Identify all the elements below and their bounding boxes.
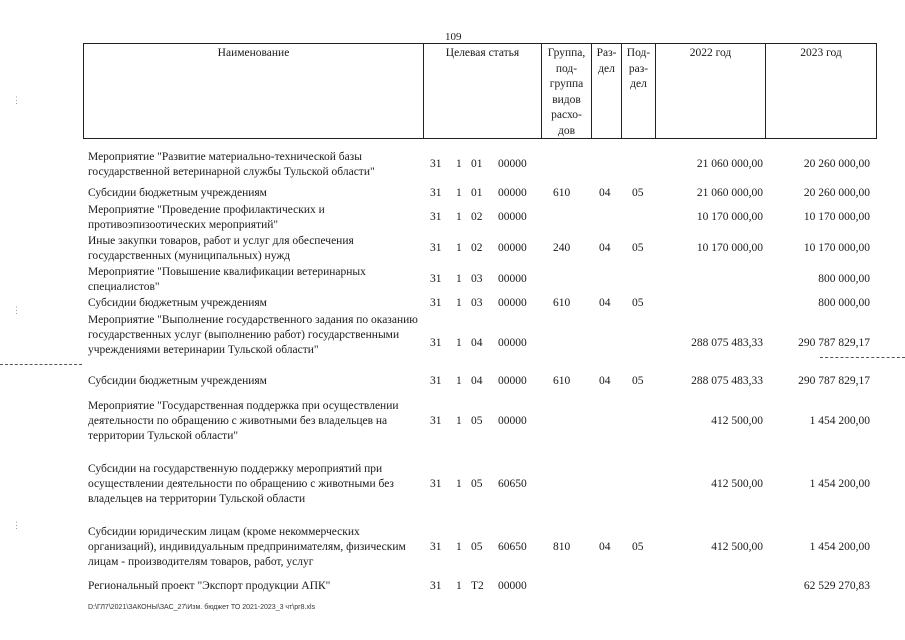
cell-grp: 610 xyxy=(553,187,571,199)
cell-c: 04 xyxy=(471,337,483,349)
cell-a: 31 xyxy=(430,337,442,349)
cell-grp: 610 xyxy=(553,297,571,309)
cell-b: 1 xyxy=(456,375,462,387)
cell-v2023: 1 454 200,00 xyxy=(809,415,870,427)
cell-v2022: 288 075 483,33 xyxy=(691,375,763,387)
header-name: Наименование xyxy=(84,44,424,138)
cell-v2022: 412 500,00 xyxy=(711,478,763,490)
cell-b: 1 xyxy=(456,541,462,553)
header-target: Целевая статья xyxy=(424,44,542,138)
cell-d: 60650 xyxy=(498,541,527,553)
table-row xyxy=(88,399,878,444)
cell-d: 00000 xyxy=(498,297,527,309)
cell-v2023: 290 787 829,17 xyxy=(798,337,870,349)
cell-v2022: 10 170 000,00 xyxy=(696,211,763,223)
header-2023: 2023 год xyxy=(800,47,842,59)
cell-b: 1 xyxy=(456,478,462,490)
cell-a: 31 xyxy=(430,375,442,387)
cell-c: 05 xyxy=(471,541,483,553)
margin-dash-right xyxy=(820,357,905,358)
cell-d: 00000 xyxy=(498,242,527,254)
cell-v2023: 20 260 000,00 xyxy=(803,187,870,199)
file-path-footer: D:\ГЛ7\2021\ЗАКОНЫ\ЗАС_27\Изм. бюджет ТО 2021-2023_3 чт\рг8.xls xyxy=(88,604,316,611)
table-row xyxy=(88,313,878,373)
row-name: Субсидии бюджетным учреждениям xyxy=(88,187,267,199)
cell-v2022: 10 170 000,00 xyxy=(696,242,763,254)
cell-c: 04 xyxy=(471,375,483,387)
cell-v2023: 800 000,00 xyxy=(818,297,870,309)
cell-c: 03 xyxy=(471,297,483,309)
cell-v2022: 288 075 483,33 xyxy=(691,337,763,349)
table-row xyxy=(88,296,878,311)
cell-c: 05 xyxy=(471,415,483,427)
cell-v2023: 1 454 200,00 xyxy=(809,478,870,490)
table-row xyxy=(88,265,878,295)
margin-dash-left xyxy=(0,364,82,365)
cell-grp: 610 xyxy=(553,375,571,387)
cell-v2023: 290 787 829,17 xyxy=(798,375,870,387)
cell-a: 31 xyxy=(430,297,442,309)
header-subsection: Под- раз- дел xyxy=(622,44,656,138)
cell-v2022: 21 060 000,00 xyxy=(696,158,763,170)
cell-grp: 810 xyxy=(553,541,571,553)
row-name: Субсидии бюджетным учреждениям xyxy=(88,297,267,309)
table-row xyxy=(88,203,878,233)
cell-b: 1 xyxy=(456,273,462,285)
cell-v2022: 412 500,00 xyxy=(711,541,763,553)
cell-c: T2 xyxy=(471,580,484,592)
table-header xyxy=(83,43,877,139)
header-group: Группа, под- группа видов расхо- дов xyxy=(542,44,592,138)
cell-c: 02 xyxy=(471,211,483,223)
cell-sub: 05 xyxy=(632,297,644,309)
row-name: Мероприятие "Выполнение государственного задания по оказанию государственных услуг (выполнению работ) государственными учреждениями ветеринарии Тульской области" xyxy=(88,314,418,356)
cell-a: 31 xyxy=(430,242,442,254)
header-2022: 2022 год xyxy=(656,44,766,138)
row-name: Иные закупки товаров, работ и услуг для обеспечения государственных (муниципальных) нужд xyxy=(88,235,354,262)
cell-sec: 04 xyxy=(599,297,611,309)
margin-mark: ⋮ xyxy=(12,520,21,530)
cell-b: 1 xyxy=(456,242,462,254)
cell-a: 31 xyxy=(430,273,442,285)
cell-sec: 04 xyxy=(599,242,611,254)
cell-b: 1 xyxy=(456,580,462,592)
row-name: Мероприятие "Государственная поддержка при осуществлении деятельности по обращению с животными без владельцев на территории Тульской области" xyxy=(88,400,399,442)
table-row xyxy=(88,462,878,507)
cell-sub: 05 xyxy=(632,375,644,387)
table-row xyxy=(88,374,878,389)
cell-b: 1 xyxy=(456,158,462,170)
table-row xyxy=(88,579,878,594)
row-name: Мероприятие "Проведение профилактических и противоэпизоотических мероприятий" xyxy=(88,204,325,231)
cell-d: 00000 xyxy=(498,375,527,387)
cell-a: 31 xyxy=(430,158,442,170)
cell-v2023: 800 000,00 xyxy=(818,273,870,285)
cell-grp: 240 xyxy=(553,242,571,254)
table-row xyxy=(88,150,878,180)
cell-v2022: 412 500,00 xyxy=(711,415,763,427)
cell-c: 03 xyxy=(471,273,483,285)
cell-v2023: 10 170 000,00 xyxy=(803,211,870,223)
cell-b: 1 xyxy=(456,337,462,349)
cell-d: 00000 xyxy=(498,337,527,349)
cell-c: 02 xyxy=(471,242,483,254)
cell-a: 31 xyxy=(430,211,442,223)
cell-sec: 04 xyxy=(599,375,611,387)
header-section: Раз- дел xyxy=(592,44,622,138)
cell-v2023: 20 260 000,00 xyxy=(803,158,870,170)
cell-sub: 05 xyxy=(632,242,644,254)
table-row xyxy=(88,525,878,570)
cell-c: 01 xyxy=(471,158,483,170)
cell-d: 60650 xyxy=(498,478,527,490)
cell-sec: 04 xyxy=(599,187,611,199)
cell-b: 1 xyxy=(456,187,462,199)
cell-sub: 05 xyxy=(632,541,644,553)
cell-sub: 05 xyxy=(632,187,644,199)
cell-d: 00000 xyxy=(498,415,527,427)
cell-b: 1 xyxy=(456,297,462,309)
table-row xyxy=(88,186,878,201)
cell-b: 1 xyxy=(456,415,462,427)
cell-b: 1 xyxy=(456,211,462,223)
row-name: Субсидии бюджетным учреждениям xyxy=(88,375,267,387)
cell-d: 00000 xyxy=(498,580,527,592)
page-number: 109 xyxy=(445,31,462,43)
cell-d: 00000 xyxy=(498,187,527,199)
table-row xyxy=(88,234,878,264)
row-name: Субсидии юридическим лицам (кроме некоммерческих организаций), индивидуальным предпринимателям, физическим лицам - производителям товаров, работ, услуг xyxy=(88,526,406,568)
cell-a: 31 xyxy=(430,541,442,553)
row-name: Субсидии на государственную поддержку мероприятий при осуществлении деятельности по обращению с животными без владельцев на территории Тульской области xyxy=(88,463,394,505)
cell-a: 31 xyxy=(430,580,442,592)
cell-v2022: 21 060 000,00 xyxy=(696,187,763,199)
row-name: Мероприятие "Развитие материально-технической базы государственной ветеринарной службы Тульской области" xyxy=(88,151,375,178)
cell-c: 05 xyxy=(471,478,483,490)
margin-mark: ⋮ xyxy=(12,95,21,105)
row-name: Мероприятие "Повышение квалификации ветеринарных специалистов" xyxy=(88,266,366,293)
cell-a: 31 xyxy=(430,187,442,199)
margin-mark: ⋮ xyxy=(12,305,21,315)
cell-sec: 04 xyxy=(599,541,611,553)
cell-a: 31 xyxy=(430,415,442,427)
cell-a: 31 xyxy=(430,478,442,490)
cell-d: 00000 xyxy=(498,158,527,170)
cell-v2023: 1 454 200,00 xyxy=(809,541,870,553)
cell-v2023: 10 170 000,00 xyxy=(803,242,870,254)
cell-c: 01 xyxy=(471,187,483,199)
row-name: Региональный проект "Экспорт продукции АПК" xyxy=(88,580,331,592)
cell-d: 00000 xyxy=(498,273,527,285)
cell-v2023: 62 529 270,83 xyxy=(803,580,870,592)
cell-d: 00000 xyxy=(498,211,527,223)
